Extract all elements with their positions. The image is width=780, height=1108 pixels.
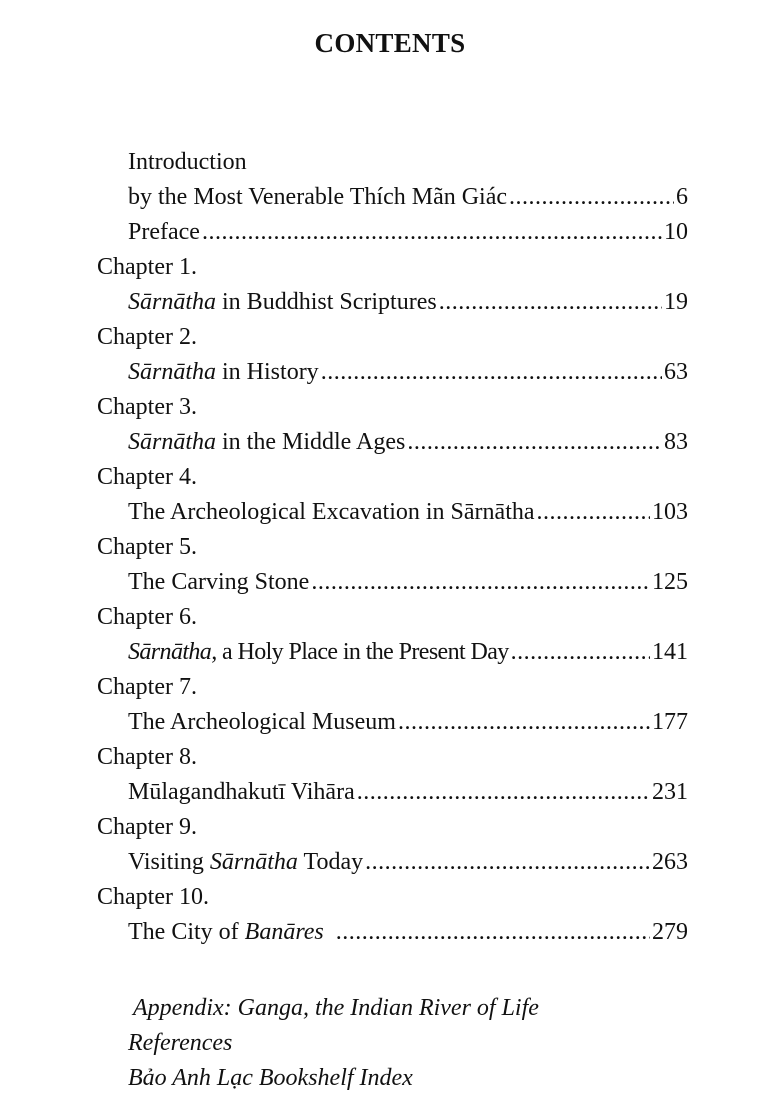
dot-leader xyxy=(311,567,650,597)
title-rest: in Buddhist Scriptures xyxy=(216,289,437,315)
chapter-heading: Chapter 8. xyxy=(97,744,197,770)
chapter-title: The Archeological Museum xyxy=(128,709,396,735)
page-number: 231 xyxy=(652,779,688,805)
dot-leader xyxy=(509,182,674,212)
dot-leader xyxy=(321,357,662,387)
page-number: 6 xyxy=(676,184,688,210)
page-number: 141 xyxy=(652,639,688,665)
chapter-title: The Archeological Excavation in Sārnātha xyxy=(128,499,535,525)
chapter-heading: Chapter 5. xyxy=(97,534,197,560)
toc-entry-chapter-7[interactable] xyxy=(128,707,688,737)
title-italic: Banāres xyxy=(244,919,324,945)
title-italic: Sārnātha xyxy=(128,359,217,385)
page-number: 279 xyxy=(652,919,688,945)
title-pre: The City of xyxy=(128,919,245,945)
toc-intro-label: Introduction xyxy=(128,149,247,175)
dot-leader xyxy=(398,707,650,737)
toc-entry-chapter-3[interactable] xyxy=(128,427,688,457)
toc-intro-byline: by the Most Venerable Thích Mãn Giác xyxy=(128,184,508,210)
dot-leader xyxy=(357,777,650,807)
dot-leader xyxy=(537,497,650,527)
toc-references[interactable]: References xyxy=(128,1030,233,1056)
chapter-heading: Chapter 6. xyxy=(97,604,197,630)
dot-leader xyxy=(511,637,650,667)
toc-entry-chapter-8[interactable] xyxy=(128,777,688,807)
toc-entry-chapter-2[interactable] xyxy=(128,357,688,387)
chapter-heading: Chapter 9. xyxy=(97,814,197,840)
toc-entry-chapter-5[interactable] xyxy=(128,567,688,597)
toc-entry-preface[interactable] xyxy=(128,217,688,247)
page-title: CONTENTS xyxy=(314,28,466,58)
toc-entry-chapter-6[interactable] xyxy=(128,637,688,667)
page-number: 263 xyxy=(652,849,688,875)
chapter-title xyxy=(128,357,319,387)
chapter-heading: Chapter 10. xyxy=(97,884,209,910)
page-number: 19 xyxy=(664,289,688,315)
title-rest: Today xyxy=(297,849,364,875)
toc-entry-chapter-9[interactable] xyxy=(128,847,688,877)
page-number: 63 xyxy=(664,359,688,385)
chapter-heading: Chapter 2. xyxy=(97,324,197,350)
page-number: 83 xyxy=(664,429,688,455)
toc-entry-chapter-10[interactable] xyxy=(128,917,688,947)
chapter-title xyxy=(128,427,405,457)
title-pre: Visiting xyxy=(128,849,210,875)
toc-entry-chapter-4[interactable] xyxy=(128,497,688,527)
title-italic: Sārnātha xyxy=(209,849,298,875)
chapter-heading: Chapter 1. xyxy=(97,254,197,280)
chapter-heading: Chapter 3. xyxy=(97,394,197,420)
title-rest: in History xyxy=(216,359,319,385)
chapter-heading: Chapter 4. xyxy=(97,464,197,490)
title-italic: Sārnātha xyxy=(128,429,217,455)
toc-appendix[interactable]: Appendix: Ganga, the Indian River of Life xyxy=(133,995,539,1021)
toc-intro-line1 xyxy=(128,147,688,177)
chapter-title xyxy=(128,637,509,667)
chapter-title xyxy=(128,917,324,947)
dot-leader xyxy=(365,847,650,877)
chapter-title: Mūlagandhakutī Vihāra xyxy=(128,779,355,805)
page-number: 177 xyxy=(652,709,688,735)
chapter-title xyxy=(128,287,437,317)
title-rest: a Holy Place in the Present Day xyxy=(216,639,509,665)
title-italic: Sārnātha, xyxy=(128,639,217,665)
title-italic: Sārnātha xyxy=(128,289,217,315)
dot-leader xyxy=(336,917,650,947)
toc-bookshelf-index[interactable]: Bảo Anh Lạc Bookshelf Index xyxy=(128,1065,413,1091)
page-number: 125 xyxy=(652,569,688,595)
page-number: 10 xyxy=(664,219,688,245)
dot-leader xyxy=(202,217,662,247)
toc-preface-label: Preface xyxy=(128,219,200,245)
chapter-title xyxy=(128,847,363,877)
chapter-title: The Carving Stone xyxy=(128,569,310,595)
page-number: 103 xyxy=(652,499,688,525)
dot-leader xyxy=(407,427,662,457)
toc-entry-introduction[interactable] xyxy=(128,182,688,212)
dot-leader xyxy=(439,287,662,317)
toc-entry-chapter-1[interactable] xyxy=(128,287,688,317)
title-rest: in the Middle Ages xyxy=(216,429,406,455)
chapter-heading: Chapter 7. xyxy=(97,674,197,700)
